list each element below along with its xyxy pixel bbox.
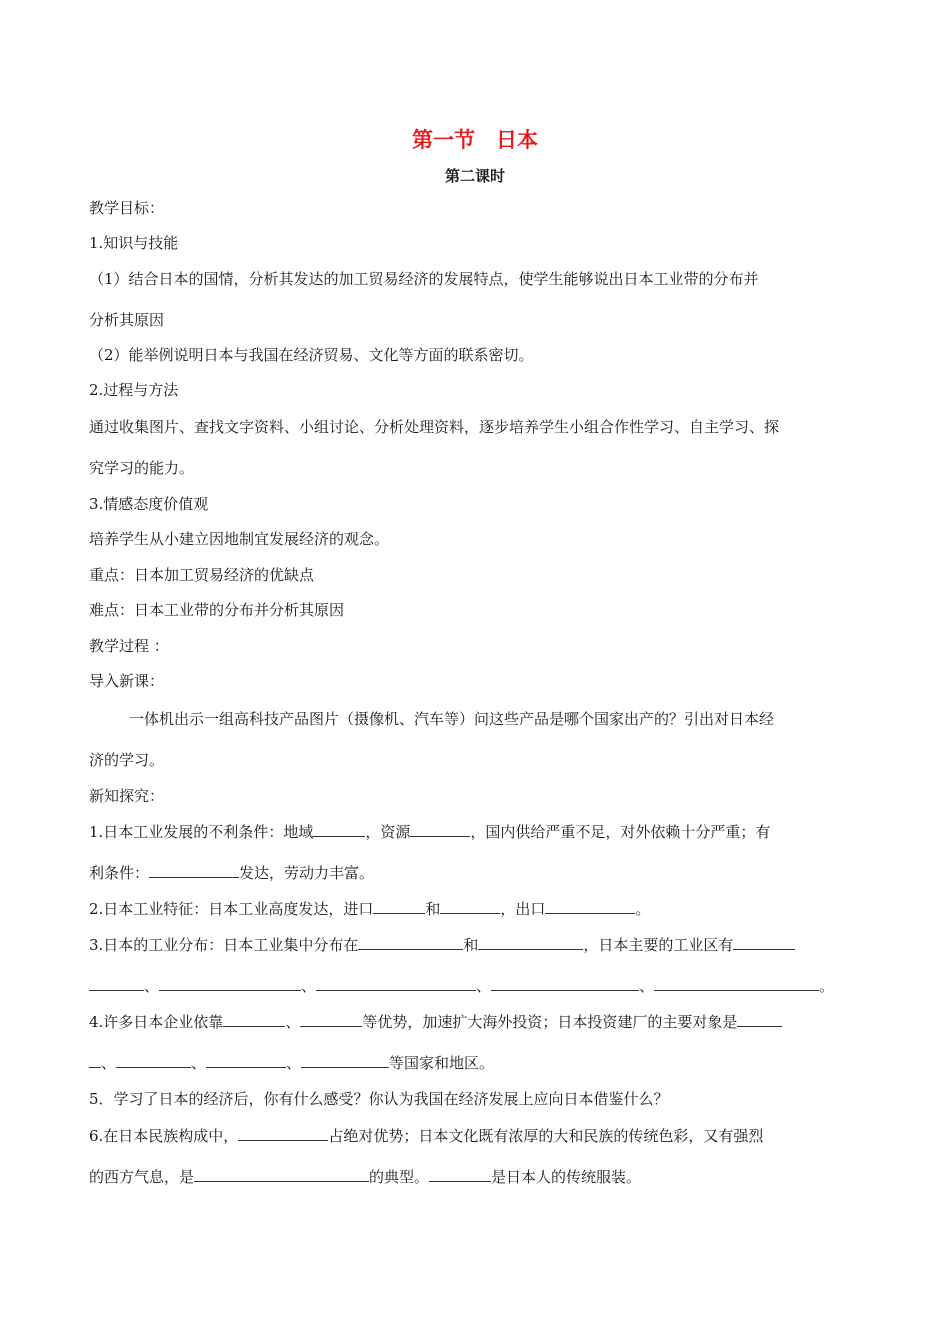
question-2: 2.日本工业特征：日本工业高度发达，进口 和 ，出口 。 — [89, 900, 651, 918]
blank[interactable] — [429, 1167, 491, 1182]
blank[interactable] — [89, 976, 144, 991]
blank[interactable] — [733, 935, 795, 950]
blank[interactable] — [301, 1053, 389, 1068]
objective-1-heading: 1.知识与技能 — [89, 234, 179, 252]
blank[interactable] — [545, 899, 635, 914]
question-3-line-2: 、 、 、 、 。 — [89, 975, 834, 997]
blank[interactable] — [373, 899, 425, 914]
blank[interactable] — [238, 1126, 328, 1141]
objective-3-text: 培养学生从小建立因地制宜发展经济的观念。 — [89, 530, 390, 548]
objective-1-item-1-line-1: （1）结合日本的国情，分析其发达的加工贸易经济的发展特点，使学生能够说出日本工业带的分布并 — [89, 270, 759, 288]
objectives-heading: 教学目标： — [89, 199, 165, 217]
question-1-line-2: 利条件： 发达，劳动力丰富。 — [89, 864, 375, 882]
objective-2-heading: 2.过程与方法 — [89, 381, 179, 399]
intro-line-2: 济的学习。 — [89, 751, 165, 769]
blank[interactable] — [654, 976, 819, 991]
question-3-line-1: 3.日本的工业分布：日本工业集中分布在 和 ，日本主要的工业区有 — [89, 934, 795, 956]
blank[interactable] — [159, 976, 301, 991]
explore-heading: 新知探究： — [89, 787, 165, 805]
blank[interactable] — [440, 899, 500, 914]
question-6-line-1: 6.在日本民族构成中， 占绝对优势；日本文化既有浓厚的大和民族的传统色彩，又有强烈 — [89, 1127, 764, 1145]
difficult-point: 难点：日本工业带的分布并分析其原因 — [89, 601, 345, 619]
objective-3-heading: 3.情感态度价值观 — [89, 495, 209, 513]
blank[interactable] — [410, 822, 470, 837]
objective-1-item-2: （2）能举例说明日本与我国在经济贸易、文化等方面的联系密切。 — [89, 346, 534, 364]
question-6-line-2: 的西方气息，是 的典型。 是日本人的传统服装。 — [89, 1168, 642, 1186]
blank[interactable] — [149, 863, 239, 878]
question-5: 5．学习了日本的经济后，你有什么感受？你认为我国在经济发展上应向日本借鉴什么？ — [89, 1090, 669, 1108]
objective-2-line-2: 究学习的能力。 — [89, 459, 195, 477]
blank[interactable] — [194, 1167, 369, 1182]
page-subtitle: 第二课时 — [444, 167, 505, 185]
blank[interactable] — [300, 1012, 362, 1027]
process-heading: 教学过程 ： — [89, 637, 169, 655]
blank[interactable] — [491, 976, 639, 991]
intro-line-1: 一体机出示一组高科技产品图片（摄像机、汽车等）问这些产品是哪个国家出产的？引出对日本经 — [129, 710, 775, 728]
question-4-line-2: 、 、 、 等国家和地区。 — [89, 1052, 494, 1074]
question-4-line-1: 4.许多日本企业依靠 、 等优势，加速扩大海外投资；日本投资建厂的主要对象是 — [89, 1011, 782, 1033]
blank[interactable] — [89, 1053, 101, 1068]
blank[interactable] — [116, 1053, 191, 1068]
objective-1-item-1-line-2: 分析其原因 — [89, 311, 165, 329]
blank[interactable] — [737, 1012, 782, 1027]
blank[interactable] — [206, 1053, 286, 1068]
question-1-line-1: 1.日本工业发展的不利条件：地域 ，资源 ，国内供给严重不足，对外依赖十分严重；有 — [89, 823, 771, 841]
blank[interactable] — [316, 976, 476, 991]
intro-heading: 导入新课： — [89, 672, 165, 690]
blank[interactable] — [358, 935, 463, 950]
key-point: 重点：日本加工贸易经济的优缺点 — [89, 566, 315, 584]
blank[interactable] — [478, 935, 583, 950]
objective-2-line-1: 通过收集图片、查找文字资料、小组讨论、分析处理资料，逐步培养学生小组合作性学习、自主学习、探 — [89, 418, 780, 436]
blank[interactable] — [313, 822, 365, 837]
page-title: 第一节 日本 — [412, 128, 538, 152]
blank[interactable] — [223, 1012, 285, 1027]
